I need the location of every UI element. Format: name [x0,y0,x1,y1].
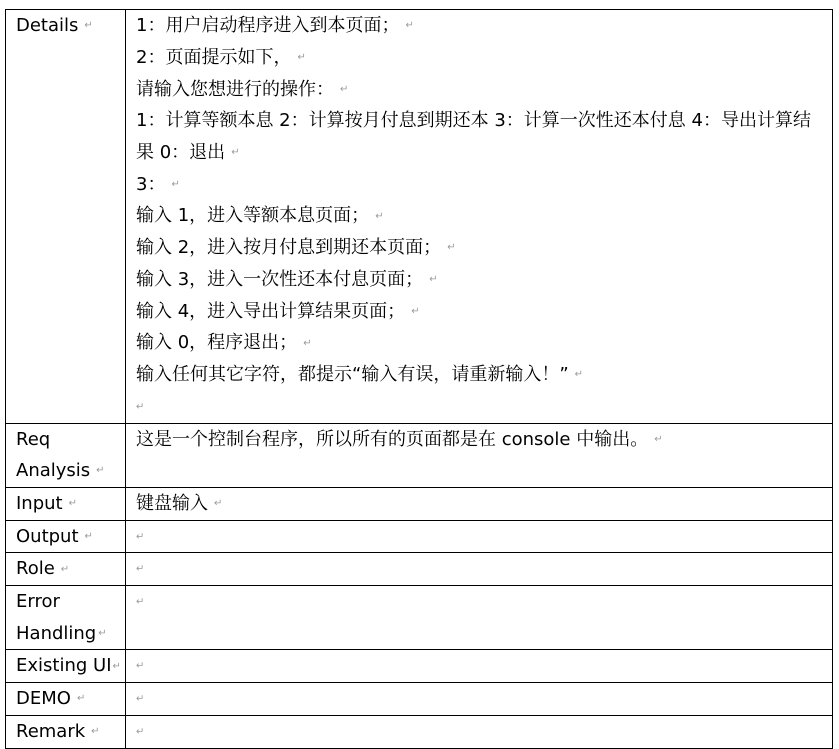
paragraph-mark-icon: ↵ [136,596,145,608]
value-cell [126,683,833,716]
value-cell [126,586,833,650]
details-line: 2：页面提示如下， ↵ [136,46,306,68]
paragraph-mark-icon: ↵ [68,498,77,509]
row-details [6,10,833,424]
label-cell [6,586,126,650]
paragraph-mark-icon: ↵ [303,337,312,349]
row-label-existing-ui: Existing UI [16,655,112,677]
value-cell [126,650,833,683]
req-analysis-value: 这是一个控制台程序，所以所有的页面都是在 console 中输出。 [136,428,649,450]
paragraph-mark-icon: ↵ [84,20,93,32]
details-line: 输入任何其它字符，都提示“输入有误，请重新输入！” ↵ [136,364,584,385]
paragraph-mark-icon: ↵ [136,563,145,575]
details-line: 输入 0，程序退出； ↵ [136,332,312,354]
details-line: 1：计算等额本息 2：计算按月付息到期还本 3：计算一次性还本付息 4：导出计算结果 0：退出 ↵ [136,110,811,163]
row-req-analysis [6,423,833,487]
paragraph-mark-icon: ↵ [375,210,384,222]
details-line: 1：用户启动程序进入到本页面； ↵ [136,15,414,36]
details-line: 3： ↵ [136,173,180,195]
paragraph-mark-icon: ↵ [84,530,93,542]
row-label-remark: Remark [16,720,86,742]
details-line: 输入 4，进入导出计算结果页面； ↵ [136,300,420,322]
paragraph-mark-icon: ↵ [171,178,180,190]
paragraph-mark-icon: ↵ [340,83,349,95]
details-line: 输入 3，进入一次性还本付息页面； ↵ [136,268,438,290]
row-output [6,520,833,553]
row-role [6,553,833,586]
row-demo [6,683,833,716]
paragraph-mark-icon: ↵ [76,693,86,705]
details-line: 输入 1，进入等额本息页面； ↵ [136,205,384,227]
requirement-table [5,9,833,749]
paragraph-mark-icon: ↵ [297,52,306,63]
paragraph-mark-icon: ↵ [98,627,107,639]
label-cell [6,487,126,520]
paragraph-mark-icon: ↵ [136,401,145,412]
paragraph-mark-icon: ↵ [405,20,414,32]
value-cell [126,553,833,586]
row-input [6,487,833,520]
paragraph-mark-icon: ↵ [429,274,438,285]
details-line: 请输入您想进行的操作： ↵ [136,78,349,100]
details-line: 输入 2，进入按月付息到期还本页面； ↵ [136,237,456,258]
paragraph-mark-icon: ↵ [574,369,584,381]
paragraph-mark-icon: ↵ [91,726,100,737]
paragraph-mark-icon: ↵ [136,660,145,672]
label-cell [6,683,126,716]
paragraph-mark-icon: ↵ [112,660,121,672]
label-cell [6,10,126,424]
label-cell [6,650,126,683]
value-cell [126,423,833,487]
label-cell [6,423,126,487]
paragraph-mark-icon: ↵ [136,530,145,542]
row-remark [6,715,833,748]
paragraph-mark-icon: ↵ [411,305,420,317]
label-cell [6,715,126,748]
row-label-demo: DEMO [16,688,71,709]
paragraph-mark-icon: ↵ [96,465,105,477]
row-label-output: Output [16,525,79,547]
row-label-role: Role [16,558,55,580]
row-error-handling [6,586,833,650]
row-label-input: Input [16,492,63,514]
details-content-cell [126,10,833,424]
paragraph-mark-icon: ↵ [231,147,240,158]
row-label-details: Details [16,15,79,36]
paragraph-mark-icon: ↵ [214,498,223,509]
row-label-error-handling: Error Handling [16,591,97,644]
details-line-empty [136,391,824,423]
value-cell [126,487,833,520]
input-value: 键盘输入 [136,492,208,514]
paragraph-mark-icon: ↵ [136,726,145,737]
paragraph-mark-icon: ↵ [60,563,70,575]
paragraph-mark-icon: ↵ [447,242,456,254]
value-cell [126,715,833,748]
paragraph-mark-icon: ↵ [654,433,663,445]
row-existing-ui [6,650,833,683]
row-label-req-analysis: Req Analysis [16,428,91,481]
paragraph-mark-icon: ↵ [136,693,145,705]
label-cell [6,520,126,553]
label-cell [6,553,126,586]
value-cell [126,520,833,553]
